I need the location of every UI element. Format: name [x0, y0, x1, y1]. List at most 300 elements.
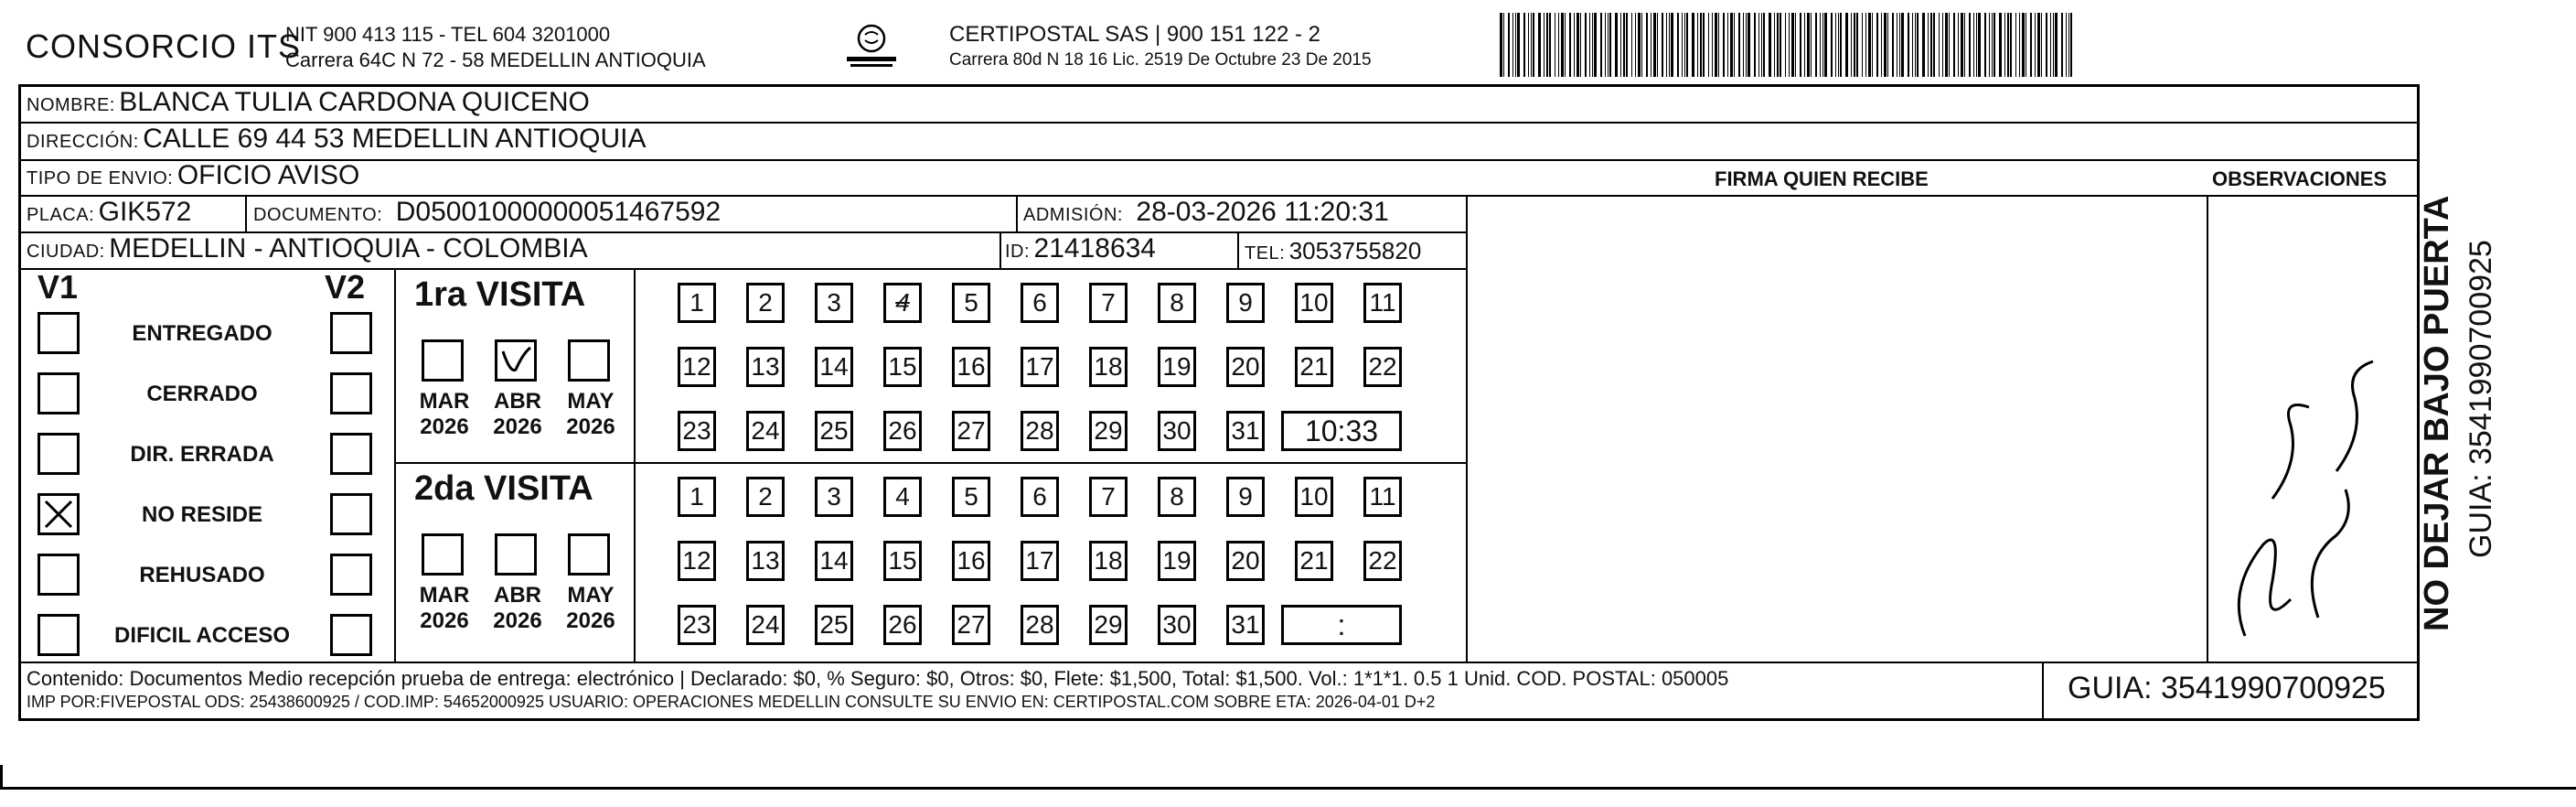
barcode-bar	[1746, 13, 1747, 77]
day-box[interactable]: 10	[1295, 477, 1333, 517]
day-box[interactable]: 9	[1226, 283, 1265, 323]
month-year	[559, 583, 623, 634]
barcode-bar	[1666, 13, 1667, 77]
day-box[interactable]: 21	[1295, 541, 1333, 581]
barcode-bar	[1544, 13, 1545, 77]
address-line: Carrera 64C N 72 - 58 MEDELLIN ANTIOQUIA	[285, 48, 706, 71]
barcode-bar	[1761, 13, 1762, 77]
barcode-bar	[2066, 13, 2067, 77]
id-label: ID:	[1005, 242, 1031, 262]
observations-header: OBSERVACIONES	[2212, 167, 2388, 190]
barcode-bar	[2068, 13, 2069, 77]
id-value: 21418634	[1033, 233, 1156, 264]
admision-row	[1023, 197, 1389, 228]
v1-checkbox[interactable]	[37, 614, 80, 656]
barcode-bar	[2037, 13, 2040, 77]
barcode-bar	[1715, 13, 1717, 77]
month-checkbox[interactable]	[568, 339, 610, 382]
day-box[interactable]: 12	[678, 347, 716, 387]
barcode-bar	[1820, 13, 1821, 77]
day-box[interactable]: 25	[815, 411, 853, 451]
barcode-bar	[2035, 13, 2036, 77]
v1-checkbox[interactable]	[37, 554, 80, 596]
visit-time-box[interactable]: :	[1281, 605, 1402, 645]
day-box[interactable]: 2	[746, 477, 785, 517]
check-mark-icon	[497, 342, 534, 379]
barcode-bar	[1580, 13, 1581, 77]
footer-guia: GUIA: 3541990700925	[2068, 671, 2386, 705]
v1-checkbox[interactable]	[37, 312, 80, 354]
v2-checkbox[interactable]	[330, 493, 372, 535]
day-box[interactable]: 24	[746, 605, 785, 645]
barcode-bar	[1682, 13, 1683, 77]
admision-value: 28-03-2026 11:20:31	[1136, 197, 1389, 227]
barcode-bar	[1623, 13, 1625, 77]
barcode-bar	[2070, 13, 2072, 77]
barcode-bar	[1984, 13, 1986, 77]
side-guia: GUIA: 3541990700925	[2464, 240, 2498, 558]
barcode-bar	[1868, 13, 1871, 77]
observations-area	[2208, 197, 2415, 660]
barcode-bar	[1515, 13, 1516, 77]
day-box[interactable]: 6	[1021, 477, 1059, 517]
barcode-bar	[2053, 13, 2054, 77]
documento-label: DOCUMENTO:	[253, 205, 383, 225]
status-option-label: CERRADO	[146, 382, 258, 406]
barcode-bar	[1662, 13, 1663, 77]
barcode-bar	[1949, 13, 1950, 77]
day-box[interactable]: 31	[1226, 411, 1265, 451]
footer-imp: IMP POR:FIVEPOSTAL ODS: 25438600925 / COD.IMP: 54652000925 USUARIO: OPERACIONES MEDELLIN CONSULTE SU ENVIO EN: CERTIPOSTAL.COM SOBRE ETA: 2026-04-01 D+2	[27, 693, 1436, 711]
barcode-bar	[1822, 13, 1823, 77]
barcode-bar	[1961, 13, 1963, 77]
day-box[interactable]: 27	[952, 605, 990, 645]
barcode-bar	[1872, 13, 1873, 77]
day-box[interactable]: 31	[1226, 605, 1265, 645]
certipostal-logo-icon	[841, 20, 902, 71]
month-year	[412, 583, 476, 634]
barcode-bar	[1743, 13, 1744, 77]
admision-label: ADMISIÓN:	[1023, 205, 1123, 225]
direccion-row	[27, 124, 647, 155]
day-box[interactable]: 14	[815, 347, 853, 387]
barcode-bar	[1887, 13, 1888, 77]
barcode-bar	[1795, 13, 1796, 77]
day-box[interactable]: 23	[678, 411, 716, 451]
month-year	[559, 389, 623, 440]
barcode-bar	[1901, 13, 1904, 77]
barcode-bar	[1754, 13, 1756, 77]
day-box[interactable]: 9	[1226, 477, 1265, 517]
day-box[interactable]: 3	[815, 477, 853, 517]
tipo-envio-row	[27, 160, 359, 191]
day-box[interactable]: 11	[1363, 477, 1402, 517]
delivery-form	[18, 84, 2420, 721]
barcode-bar	[1671, 13, 1673, 77]
barcode-bar	[1876, 13, 1878, 77]
v1-checkbox[interactable]	[37, 372, 80, 414]
barcode-bar	[1677, 13, 1679, 77]
barcode-bar	[1615, 13, 1618, 77]
barcode-bar	[1523, 13, 1525, 77]
status-option-label: REHUSADO	[139, 563, 265, 587]
barcode-bar	[1976, 13, 1977, 77]
barcode-bar	[1500, 13, 1502, 77]
certi-address: Carrera 80d N 18 16 Lic. 2519 De Octubre 23 De 2015	[949, 50, 1372, 70]
barcode-bar	[1708, 13, 1709, 77]
barcode-bar	[1999, 13, 2002, 77]
v2-checkbox[interactable]	[330, 433, 372, 475]
day-box[interactable]: 18	[1089, 541, 1128, 581]
visit-time-box[interactable]: 10:33	[1281, 411, 1402, 451]
barcode-bar	[1589, 13, 1590, 77]
day-box[interactable]: 6	[1021, 283, 1059, 323]
placa-label: PLACA:	[27, 205, 95, 225]
footer-contenido: Contenido: Documentos Medio recepción prueba de entrega: electrónico | Declarado: $0, % Seguro: $0, Otros: $0, Flete: $1,500, Total: $1,500. Vol.: 1*1*1. 0.5 1 Unid. COD. POSTAL: 050005	[27, 667, 1729, 690]
day-box[interactable]: 4	[883, 477, 922, 517]
barcode-bar	[1780, 13, 1781, 77]
barcode-bar	[1703, 13, 1705, 77]
x-mark-icon	[40, 496, 77, 533]
barcode-bar	[1838, 13, 1839, 77]
day-box[interactable]: 29	[1089, 411, 1128, 451]
barcode-bar	[1533, 13, 1534, 77]
day-box[interactable]: 10	[1295, 283, 1333, 323]
barcode-bar	[1517, 13, 1520, 77]
barcode-bar	[1718, 13, 1719, 77]
barcode-bar	[1577, 13, 1579, 77]
day-box[interactable]: 11	[1363, 283, 1402, 323]
day-box[interactable]: 5	[952, 477, 990, 517]
day-box[interactable]: 4	[883, 283, 922, 323]
barcode-bar	[1969, 13, 1971, 77]
day-box[interactable]: 16	[952, 541, 990, 581]
month-year	[486, 389, 550, 440]
barcode-bar	[1928, 13, 1929, 77]
day-box[interactable]: 27	[952, 411, 990, 451]
barcode-bar	[1585, 13, 1587, 77]
barcode-bar	[1549, 13, 1551, 77]
barcode-bar	[1748, 13, 1750, 77]
barcode-bar	[1933, 13, 1935, 77]
v2-header: V2	[325, 268, 366, 306]
ciudad-value: MEDELLIN - ANTIOQUIA - COLOMBIA	[109, 233, 588, 264]
barcode-bar	[1646, 13, 1648, 77]
signature-area	[1468, 197, 2205, 660]
month-label: ABR	[494, 389, 541, 414]
barcode-bar	[2015, 13, 2016, 77]
barcode-bar	[1993, 13, 1995, 77]
barcode-bar	[1653, 13, 1656, 77]
day-box[interactable]: 25	[815, 605, 853, 645]
barcode-bar	[1915, 13, 1916, 77]
barcode-bar	[1953, 13, 1955, 77]
visit-title: 2da VISITA	[414, 469, 593, 508]
v2-checkbox[interactable]	[330, 312, 372, 354]
day-box[interactable]: 13	[746, 347, 785, 387]
barcode-bar	[1763, 13, 1765, 77]
barcode-bar	[1609, 13, 1611, 77]
barcode-bar	[1700, 13, 1702, 77]
month-label: ABR	[494, 583, 541, 608]
barcode-bar	[1840, 13, 1842, 77]
day-box[interactable]: 17	[1021, 347, 1059, 387]
day-box[interactable]: 19	[1158, 541, 1196, 581]
barcode-bar	[1800, 13, 1801, 77]
year-label: 2026	[566, 414, 615, 439]
v2-checkbox[interactable]	[330, 372, 372, 414]
certi-line: CERTIPOSTAL SAS | 900 151 122 - 2	[949, 22, 1320, 47]
barcode-bar	[1769, 13, 1771, 77]
barcode-bar	[1973, 13, 1974, 77]
barcode-bar	[1930, 13, 1932, 77]
month-label: MAR	[419, 583, 470, 608]
day-box[interactable]: 13	[746, 541, 785, 581]
day-box[interactable]: 22	[1363, 541, 1402, 581]
barcode-bar	[2046, 13, 2047, 77]
barcode-bar	[1631, 13, 1632, 77]
day-box[interactable]: 21	[1295, 347, 1333, 387]
company-info	[285, 22, 706, 73]
barcode-bar	[1503, 13, 1504, 77]
documento-value: D05001000000051467592	[395, 197, 721, 227]
year-label: 2026	[566, 608, 615, 633]
month-year	[486, 583, 550, 634]
barcode-bar	[1626, 13, 1628, 77]
barcode-bar	[1697, 13, 1698, 77]
day-box[interactable]: 1	[678, 477, 716, 517]
barcode-bar	[2061, 13, 2063, 77]
month-checkbox[interactable]	[568, 533, 610, 576]
barcode	[1500, 13, 2195, 77]
barcode-bar	[1892, 13, 1894, 77]
status-option-label: ENTREGADO	[132, 321, 273, 346]
barcode-bar	[1592, 13, 1593, 77]
year-label: 2026	[493, 608, 542, 633]
barcode-bar	[1692, 13, 1694, 77]
day-box[interactable]: 17	[1021, 541, 1059, 581]
barcode-bar	[1884, 13, 1887, 77]
barcode-bar	[2007, 13, 2009, 77]
status-option-label: DIFICIL ACCESO	[113, 623, 290, 648]
barcode-bar	[1912, 13, 1913, 77]
barcode-bar	[2022, 13, 2025, 77]
next-ticket-edge-left	[0, 765, 3, 789]
barcode-bar	[1734, 13, 1735, 77]
day-box[interactable]: 12	[678, 541, 716, 581]
barcode-bar	[1558, 13, 1559, 77]
barcode-bar	[1686, 13, 1688, 77]
barcode-bar	[1989, 13, 1990, 77]
day-box[interactable]: 19	[1158, 347, 1196, 387]
barcode-bar	[2019, 13, 2020, 77]
day-box[interactable]: 28	[1021, 411, 1059, 451]
barcode-bar	[1723, 13, 1725, 77]
status-option-label: DIR. ERRADA	[130, 442, 274, 467]
day-box[interactable]: 20	[1226, 541, 1265, 581]
next-ticket-edge	[0, 787, 2576, 790]
direccion-label: DIRECCIÓN:	[27, 132, 139, 152]
v1-checkbox[interactable]	[37, 493, 80, 535]
barcode-bar	[1945, 13, 1948, 77]
barcode-bar	[1758, 13, 1759, 77]
barcode-bar	[1922, 13, 1925, 77]
barcode-bar	[2041, 13, 2042, 77]
barcode-bar	[1635, 13, 1636, 77]
barcode-bar	[1881, 13, 1882, 77]
day-box[interactable]: 8	[1158, 477, 1196, 517]
day-box[interactable]: 14	[815, 541, 853, 581]
barcode-bar	[1939, 13, 1940, 77]
barcode-bar	[2055, 13, 2058, 77]
nombre-label: NOMBRE:	[27, 95, 115, 115]
nombre-value: BLANCA TULIA CARDONA QUICENO	[119, 87, 590, 117]
day-box[interactable]: 20	[1226, 347, 1265, 387]
barcode-bar	[1899, 13, 1900, 77]
day-box[interactable]: 30	[1158, 411, 1196, 451]
tipo-label: TIPO DE ENVIO:	[27, 168, 174, 188]
day-box[interactable]: 1	[678, 283, 716, 323]
barcode-bar	[1565, 13, 1566, 77]
barcode-bar	[1856, 13, 1858, 77]
barcode-bar	[1561, 13, 1564, 77]
day-box[interactable]: 3	[815, 283, 853, 323]
barcode-bar	[1811, 13, 1812, 77]
v1-header: V1	[37, 268, 79, 306]
barcode-bar	[1958, 13, 1959, 77]
day-box[interactable]: 7	[1089, 477, 1128, 517]
tel-row	[1245, 237, 1421, 265]
barcode-bar	[1851, 13, 1852, 77]
placa-value: GIK572	[98, 197, 192, 227]
barcode-bar	[1712, 13, 1713, 77]
barcode-bar	[1804, 13, 1805, 77]
barcode-bar	[1608, 13, 1609, 77]
certipostal-info	[949, 22, 1372, 73]
barcode-bar	[1605, 13, 1606, 77]
year-label: 2026	[420, 414, 469, 439]
id-row	[1005, 233, 1156, 264]
barcode-bar	[1964, 13, 1965, 77]
barcode-bar	[1777, 13, 1779, 77]
barcode-bar	[1508, 13, 1510, 77]
barcode-bar	[1600, 13, 1602, 77]
direccion-value: CALLE 69 44 53 MEDELLIN ANTIOQUIA	[143, 124, 647, 154]
signature-header: FIRMA QUIEN RECIBE	[1715, 167, 1929, 190]
month-checkbox[interactable]	[422, 533, 464, 576]
barcode-bar	[1546, 13, 1548, 77]
barcode-bar	[1738, 13, 1740, 77]
tel-label: TEL:	[1245, 243, 1286, 264]
placa-row	[27, 197, 191, 228]
barcode-bar	[1831, 13, 1833, 77]
barcode-bar	[1942, 13, 1943, 77]
barcode-bar	[1657, 13, 1658, 77]
day-box[interactable]: 15	[883, 347, 922, 387]
v2-checkbox[interactable]	[330, 554, 372, 596]
day-box[interactable]: 24	[746, 411, 785, 451]
barcode-bar	[1638, 13, 1641, 77]
day-box[interactable]: 26	[883, 605, 922, 645]
barcode-bar	[1569, 13, 1571, 77]
barcode-bar	[1789, 13, 1790, 77]
day-box[interactable]: 15	[883, 541, 922, 581]
barcode-bar	[1862, 13, 1863, 77]
barcode-bar	[1669, 13, 1670, 77]
handwritten-signature-icon	[2208, 197, 2415, 660]
day-box[interactable]: 28	[1021, 605, 1059, 645]
barcode-bar	[1978, 13, 1981, 77]
barcode-bar	[1574, 13, 1575, 77]
ciudad-label: CIUDAD:	[27, 242, 105, 262]
day-box[interactable]: 18	[1089, 347, 1128, 387]
barcode-bar	[1807, 13, 1810, 77]
day-box[interactable]: 2	[746, 283, 785, 323]
day-box[interactable]: 29	[1089, 605, 1128, 645]
barcode-bar	[1684, 13, 1685, 77]
tipo-value: OFICIO AVISO	[176, 160, 360, 190]
barcode-bar	[1992, 13, 1993, 77]
barcode-bar	[2004, 13, 2005, 77]
visit-title: 1ra VISITA	[414, 275, 586, 314]
day-box[interactable]: 8	[1158, 283, 1196, 323]
year-label: 2026	[493, 414, 542, 439]
v1-checkbox[interactable]	[37, 433, 80, 475]
month-label: MAY	[567, 389, 615, 414]
nit-line: NIT 900 413 115 - TEL 604 3201000	[285, 23, 611, 46]
brand-name: CONSORCIO ITS	[26, 27, 302, 65]
month-checkbox[interactable]	[495, 339, 537, 382]
barcode-bar	[2010, 13, 2012, 77]
barcode-bar	[2050, 13, 2051, 77]
barcode-bar	[1785, 13, 1786, 77]
barcode-bar	[1512, 13, 1513, 77]
barcode-bar	[1594, 13, 1597, 77]
day-box[interactable]: 30	[1158, 605, 1196, 645]
barcode-bar	[1727, 13, 1728, 77]
month-checkbox[interactable]	[422, 339, 464, 382]
day-box[interactable]: 22	[1363, 347, 1402, 387]
barcode-bar	[1824, 13, 1827, 77]
barcode-bar	[1845, 13, 1848, 77]
barcode-bar	[2030, 13, 2032, 77]
day-box[interactable]: 7	[1089, 283, 1128, 323]
no-dejar-bajo-puerta: NO DEJAR BAJO PUERTA	[2418, 195, 2456, 631]
day-box[interactable]: 26	[883, 411, 922, 451]
status-option-label: NO RESIDE	[141, 502, 263, 527]
barcode-bar	[1917, 13, 1919, 77]
barcode-bar	[1774, 13, 1775, 77]
day-box[interactable]: 5	[952, 283, 990, 323]
barcode-bar	[1531, 13, 1532, 77]
month-checkbox[interactable]	[495, 533, 537, 576]
barcode-bar	[1538, 13, 1541, 77]
barcode-bar	[1528, 13, 1529, 77]
month-label: MAY	[567, 583, 615, 608]
day-box[interactable]: 16	[952, 347, 990, 387]
documento-row	[253, 197, 721, 228]
barcode-bar	[1815, 13, 1817, 77]
barcode-bar	[1641, 13, 1642, 77]
day-box[interactable]: 23	[678, 605, 716, 645]
barcode-bar	[1835, 13, 1836, 77]
nombre-row	[27, 87, 590, 118]
year-label: 2026	[420, 608, 469, 633]
barcode-bar	[1854, 13, 1855, 77]
month-label: MAR	[419, 389, 470, 414]
tel-value: 3053755820	[1288, 237, 1422, 264]
v2-checkbox[interactable]	[330, 614, 372, 656]
